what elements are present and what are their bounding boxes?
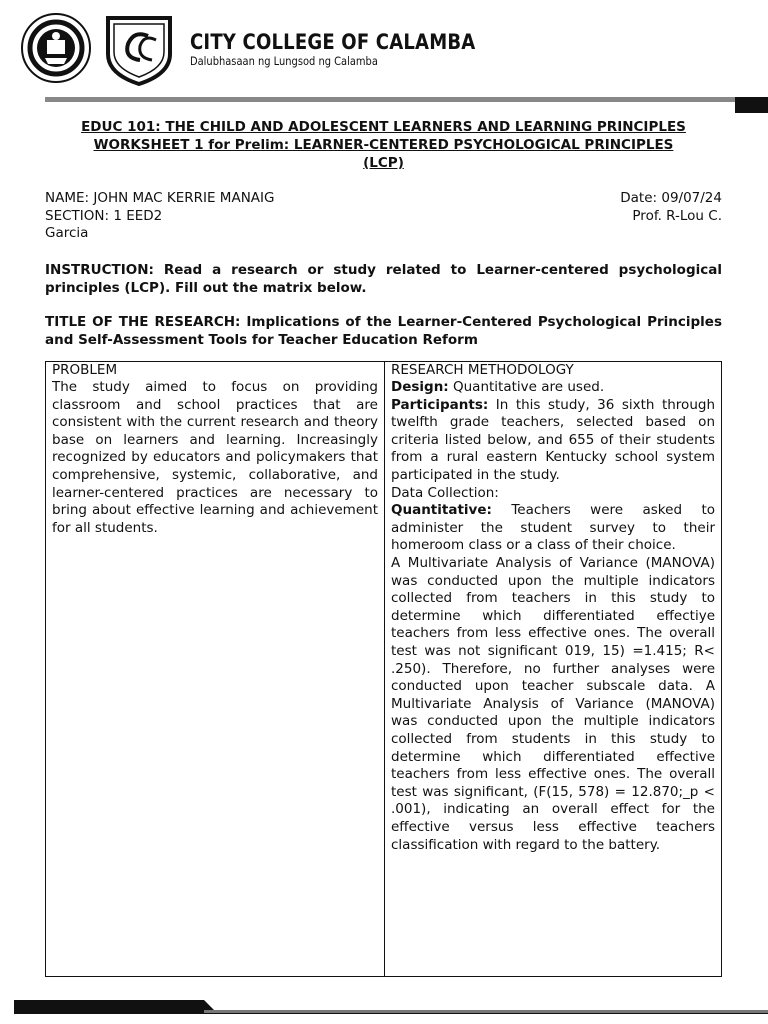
methodology-column	[385, 362, 721, 976]
worksheet-body	[45, 118, 722, 977]
professor: Prof. R-Lou C.	[632, 207, 722, 224]
methodology-header: RESEARCH METHODOLOGY	[391, 361, 574, 378]
quantitative-paragraph	[391, 502, 715, 555]
header-rule-accent	[735, 97, 768, 113]
lcp-matrix-table	[45, 361, 722, 977]
title-line-3: (LCP)	[363, 155, 404, 171]
footer-rule	[14, 1000, 768, 1014]
participants-label: Participants:	[391, 396, 489, 413]
professor-continued: Garcia	[45, 225, 89, 241]
date: Date: 09/07/24	[620, 190, 722, 206]
instruction: INSTRUCTION: Read a research or study related to Learner-centered psychological principles (LCP). Fill out the matrix below.	[45, 261, 722, 296]
student-name: NAME: JOHN MAC KERRIE MANAIG	[45, 190, 275, 206]
quantitative-text: Teachers were asked to administer the student survey to their homeroom class or a class of their choice.	[391, 502, 715, 554]
title-line-2: WORKSHEET 1 for Prelim: LEARNER-CENTERED PSYCHOLOGICAL PRINCIPLES	[93, 137, 674, 153]
college-subtitle: Dalubhasaan ng Lungsod ng Calamba	[190, 54, 378, 68]
design-label: Design:	[391, 379, 449, 396]
student-info	[45, 190, 722, 243]
college-name: CITY COLLEGE OF CALAMBA	[190, 30, 476, 54]
problem-text: The study aimed to focus on providing classroom and school practices that are consistent with the current research and theory base on learners and learning. Increasingly recognized by educators and policymakers that comprehensive, systemic, collaborative, and learner-centered practices are necessary to bring about effective learning and achievement for all students.	[52, 379, 378, 536]
design-paragraph	[391, 379, 715, 397]
worksheet-title	[45, 118, 722, 172]
participants-text: In this study, 36 sixth through twelfth grade teachers, selected based on criteria listed below, and 655 of their students from a rural eastern Kentucky school system participated in the study.	[391, 396, 715, 484]
research-title: TITLE OF THE RESEARCH: Implications of the Learner-Centered Psychological Principles and Self-Assessment Tools for Teacher Education Reform	[45, 313, 722, 348]
title-line-1: EDUC 101: THE CHILD AND ADOLESCENT LEARNERS AND LEARNING PRINCIPLES	[81, 119, 686, 135]
design-text: Quantitative are used.	[448, 379, 605, 396]
college-seal-logo	[20, 12, 92, 84]
data-collection-label: Data Collection:	[391, 484, 499, 501]
participants-paragraph	[391, 397, 715, 485]
document-header	[0, 0, 768, 112]
problem-header: PROBLEM	[52, 361, 118, 378]
manova-paragraph: A Multivariate Analysis of Variance (MANOVA) was conducted upon the multiple indicators collected from teachers in this study to determine which differentiated effectiye teachers from less effective ones. The overall test was not significant 019, 15) =1.415; R< .250). Therefore, no further analyses were conducted upon teacher subscale data. A Multivariate Analysis of Variance (MANOVA) was conducted upon the multiple indicators collected from students in this study to determine which differentiated effective teachers from less effective ones. The overall test was significant, (F(15, 578) = 12.870;_p < .001), indicating an overall effect for the effective versus less effective teachers classification with regard to the battery.	[391, 555, 715, 853]
problem-column	[46, 362, 385, 976]
header-rule	[45, 97, 768, 102]
quantitative-label: Quantitative:	[391, 502, 492, 519]
ccc-shield-logo	[104, 12, 174, 86]
section: SECTION: 1 EED2	[45, 207, 163, 224]
